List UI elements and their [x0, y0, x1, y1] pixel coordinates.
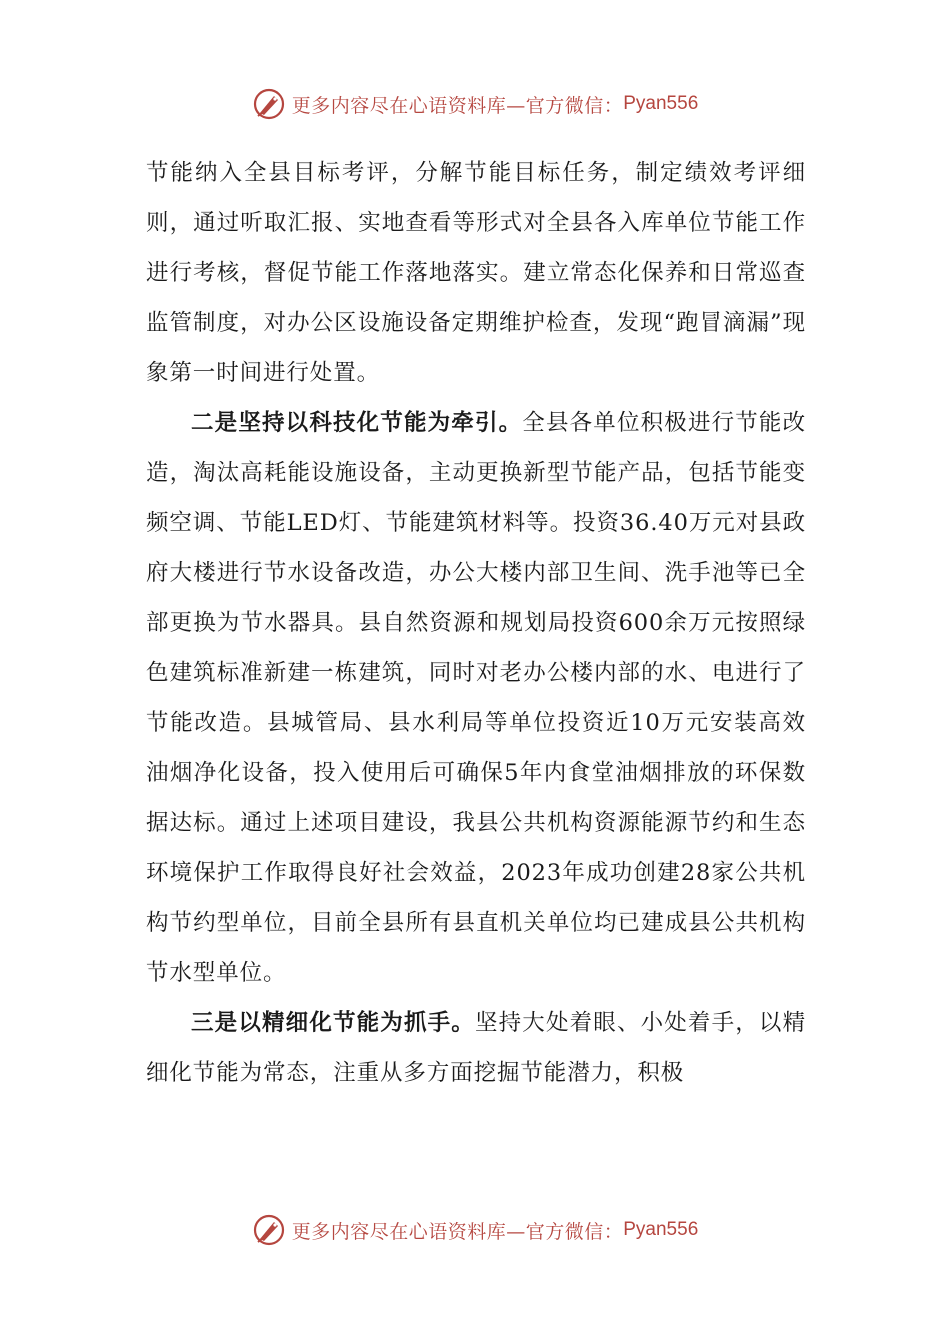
footer-banner-text: 更多内容尽在心语资料库—官方微信： — [291, 1220, 624, 1243]
header-banner-text: 更多内容尽在心语资料库—官方微信： — [291, 94, 624, 117]
pen-nib-logo-icon — [252, 87, 286, 121]
paragraph-2-text: 全县各单位积极进行节能改造，淘汰高耗能设施设备，主动更换新型节能产品，包括节能变频空调、节能LED灯、节能建筑材料等。投资36.40万元对县政府大楼进行节水设备改造，办公大楼内部卫生间、洗手池等已全部更换为节水器具。县自然资源和规划局投资600余万元按照绿色建筑标准新建一栋建筑，同时对老办公楼内部的水、电进行了节能改造。县城管局、县水利局等单位投资近10万元安装高效油烟净化设备，投入使用后可确保5年内食堂油烟排放的环保数据达标。通过上述项目建设，我县公共机构资源能源节约和生态环境保护工作取得良好社会效益，2023年成功创建28家公共机构节约型单位，目前全县所有县直机关单位均已建成县公共机构节水型单位。 — [146, 410, 806, 986]
paragraph-1 — [146, 148, 806, 398]
pen-nib-logo-icon — [252, 1213, 286, 1247]
header-banner — [0, 82, 950, 126]
footer-wechat-id: Pyan556 — [623, 1219, 699, 1240]
paragraph-3-text: 坚持大处着眼、小处着手，以精细化节能为常态，注重从多方面挖掘节能潜力，积极 — [146, 1010, 806, 1086]
paragraph-3 — [146, 998, 806, 1098]
document-body — [146, 148, 806, 1098]
footer-banner — [0, 1208, 950, 1252]
paragraph-3-lead: 三是以精细化节能为抓手。 — [191, 1010, 475, 1036]
paragraph-2 — [146, 398, 806, 998]
paragraph-2-lead: 二是坚持以科技化节能为牵引。 — [191, 410, 523, 436]
header-wechat-id: Pyan556 — [623, 93, 699, 114]
paragraph-1-text: 节能纳入全县目标考评，分解节能目标任务，制定绩效考评细则，通过听取汇报、实地查看等形式对全县各入库单位节能工作进行考核，督促节能工作落地落实。建立常态化保养和日常巡查监管制度，对办公区设施设备定期维护检查，发现“跑冒滴漏”现象第一时间进行处置。 — [146, 160, 806, 386]
